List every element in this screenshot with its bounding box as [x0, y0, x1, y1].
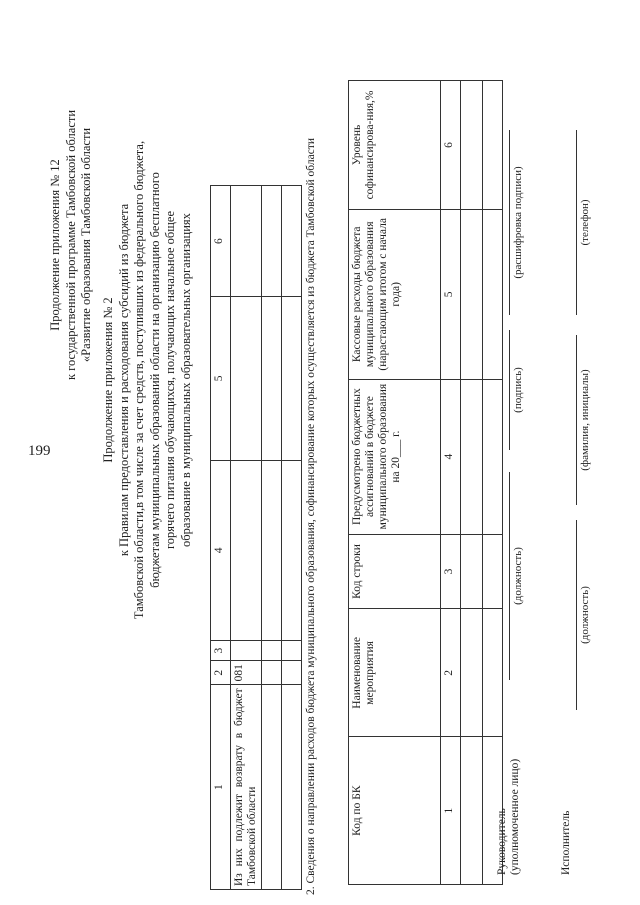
table-row: [262, 186, 282, 890]
table-cell: [231, 186, 262, 297]
column-number: 6: [441, 81, 461, 210]
name-line: [576, 335, 577, 505]
table-cell: [262, 661, 282, 685]
page-number: 199: [28, 443, 51, 459]
table-header-cell: 2: [211, 661, 231, 685]
table-cell: [282, 661, 302, 685]
header-event-name: Наименование мероприятия: [349, 609, 441, 737]
table-header-cell: 3: [211, 641, 231, 661]
position-line: [509, 472, 510, 680]
table-header-cell: 6: [211, 186, 231, 297]
table-cell: [483, 379, 503, 534]
column-number: 1: [441, 737, 461, 885]
column-number: 4: [441, 379, 461, 534]
header-rules-line-3: бюджетам муниципальных образований области на организацию бесплатного: [147, 172, 162, 588]
position-caption: (должность): [512, 547, 524, 605]
return-table: [210, 185, 302, 890]
header-rules-line-2: Тамбовской области,в том числе за счет средств, поступивших из федерального бюджета,: [132, 140, 146, 620]
header-program-line-1: к государственной программе Тамбовской области: [63, 109, 78, 381]
table-cell: [262, 297, 282, 461]
signature-line: [509, 330, 510, 450]
table-cell: [262, 641, 282, 661]
decoding-line: [509, 130, 510, 315]
phone-caption: (телефон): [579, 199, 591, 246]
table-cell: [262, 460, 282, 640]
header-continuation: Продолжение приложения № 12: [48, 159, 62, 331]
header-rules-line-4: горячего питания обучающихся, получающих начальное общее: [163, 210, 177, 550]
header-cash-expenses: Кассовые расходы бюджета муниципального образования (нарастающим итогом с начала года): [349, 209, 441, 379]
table-row: [231, 186, 262, 890]
header-code-bk: Код по БК: [349, 737, 441, 885]
table-row: [282, 186, 302, 890]
table-cell: [282, 460, 302, 640]
column-number: 3: [441, 534, 461, 609]
table-cell: [231, 297, 262, 461]
head-label-line-1: Руководитель: [496, 808, 508, 875]
head-label-line-2: (уполномоченное лицо): [509, 758, 521, 875]
header-cofinancing-level: Уровень софинансирова-ния,%: [349, 81, 441, 210]
table-cell: [231, 460, 262, 640]
table-cell: [282, 297, 302, 461]
table-row: [349, 81, 441, 885]
table-cell: [282, 186, 302, 297]
table-cell: [231, 641, 262, 661]
header-row-code: Код строки: [349, 534, 441, 609]
table-header-cell: 5: [211, 297, 231, 461]
column-number: 5: [441, 209, 461, 379]
table-cell: [461, 379, 483, 534]
table-row: [461, 81, 483, 885]
table-cell: [483, 209, 503, 379]
table-cell: [282, 685, 302, 890]
phone-line: [576, 130, 577, 315]
table-header-cell: 1: [211, 685, 231, 890]
name-caption: (фамилия, инициалы): [579, 369, 591, 471]
expenses-table: [348, 80, 503, 885]
table-cell: [461, 209, 483, 379]
header-continuation-block: [48, 15, 95, 475]
table-cell: [483, 81, 503, 210]
decoding-caption: (расшифровка подписи): [512, 166, 524, 279]
table-cell: [282, 641, 302, 661]
table-cell: [262, 685, 282, 890]
table-row: [441, 81, 461, 885]
table-cell: [461, 81, 483, 210]
executor-position-line: [576, 520, 577, 710]
signature-caption: (подпись): [512, 367, 524, 413]
table-cell: [461, 534, 483, 609]
header-rules-line-5: образование в муниципальных образовательных организациях: [178, 213, 193, 547]
table-row: [211, 186, 231, 890]
header-appendix: Продолжение приложения № 2: [101, 297, 115, 463]
executor-label: Исполнитель: [560, 810, 572, 875]
table-cell: [262, 186, 282, 297]
table-cell: [483, 534, 503, 609]
header-rules-line-1: к Правилам предоставления и расходования субсидий из бюджета: [116, 203, 131, 557]
column-number: 2: [441, 609, 461, 737]
header-rules-block: [101, 10, 194, 750]
section-2-title: 2. Сведения о направлении расходов бюджета муниципального образования, софинансирование которых осуществляется из бюджета Тамбовской области: [305, 138, 317, 895]
table-header-cell: 4: [211, 460, 231, 640]
table-cell: [461, 737, 483, 885]
executor-position-caption: (должность): [579, 586, 591, 644]
head-label: [496, 675, 522, 875]
table-cell: [461, 609, 483, 737]
header-program-line-2: «Развитие образования Тамбовской области: [79, 127, 93, 363]
row-code-cell: 081: [231, 661, 262, 685]
row-label-cell: Из них подлежит возврату в бюджет Тамбовской области: [231, 685, 262, 890]
header-planned-allocations: Предусмотрено бюджетных ассигнований в бюджете муниципального образования на 20___ г.: [349, 379, 441, 534]
